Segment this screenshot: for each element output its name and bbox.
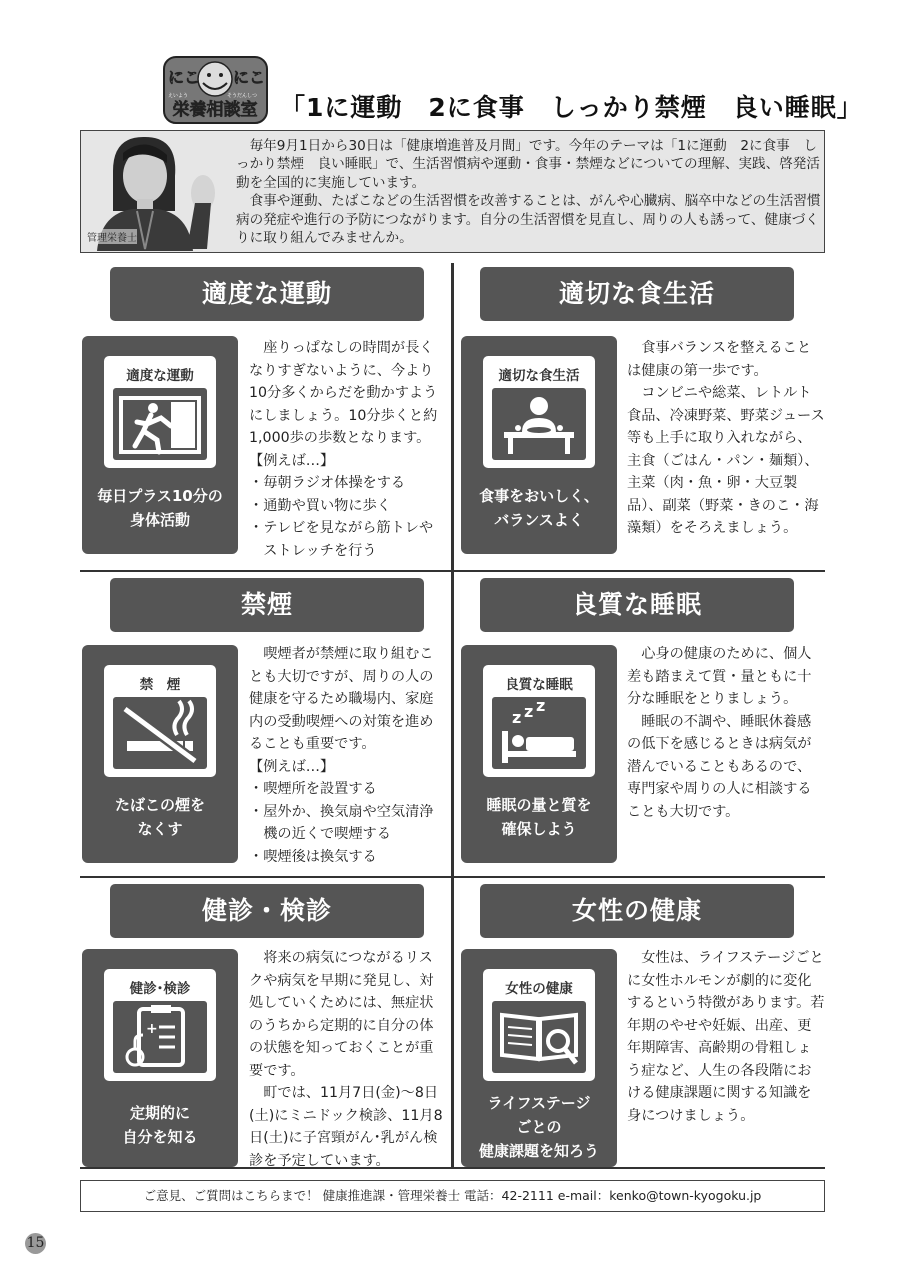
contact-info: ご意見、ご質問はこちらまで！ 健康推進課・管理栄養士 電話：42-2111 e-mail：kenko@town-kyogoku.jp [80,1180,825,1212]
svg-text:そうだんしつ: そうだんしつ [227,93,258,99]
diet-card [461,336,617,554]
svg-text:z: z [524,702,534,721]
svg-text:+: + [146,1021,158,1037]
diet-text: 食事バランスを整えることは健康の第一歩です。 コンビニや総菜、レトルト食品、冷凍野菜、野菜ジュース等も上手に取り入れながら、主食（ごはん・パン・麺類）、主菜（肉・魚・卵・大豆製品）、副菜（野菜・きのこ・海藻類）をそろえましょう。 [627,340,825,536]
logo-bottom-text: 栄養相談室 [172,100,258,120]
svg-text:z: z [536,697,546,715]
section-title-exercise: 適度な運動 [110,267,424,321]
row-divider [80,570,825,572]
card-title: 適度な運動 [126,368,194,384]
page-headline: 「1に運動 2に食事 しっかり禁煙 良い睡眠」 [280,93,863,122]
exercise-text: 座りっぱなしの時間が長くなりすぎないように、今より10分多くからだを動かすようにしましょう。10分歩くと約1,000歩の歩数となります。 【例えば…】 ・毎朝ラジオ体操をする ・通勤や買い物に歩く ・テレビを見ながら筋トレやストレッチを行う [249,340,438,559]
card-title: 禁 煙 [139,677,181,693]
column-divider [451,877,454,1167]
running-person-icon [113,388,207,460]
no-smoking-icon [113,697,207,769]
exercise-card [82,336,238,554]
card-title: 適切な食生活 [498,368,580,384]
svg-text:えいよう: えいよう [168,93,189,99]
row-divider [80,876,825,878]
card-title: 女性の健康 [505,981,573,997]
smoking-card [82,645,238,863]
card-caption: 定期的に 自分を知る [122,1104,198,1146]
section-title-smoking: 禁煙 [110,578,424,632]
intro-box [80,130,825,253]
logo-left-text: にこ [168,68,201,87]
sleep-card [461,645,617,863]
women-text: 女性は、ライフステージごとに女性ホルモンが劇的に変化するという特徴があります。若年期のやせや妊娠、出産、更年期障害、高齢期の骨粗しょう症など、人生の各段階における健康課題に関する知識を身につけましょう。 [627,950,825,1124]
column-divider [451,571,454,877]
intro-paragraph: 食事や運動、たばこなどの生活習慣を改善することは、がんや心臓病、脳卒中などの生活習慣病の発症や進行の予防につながります。自分の生活習慣を見直し、周りの人も誘って、健康づくりに取り組んでみませんか。 [236,193,821,247]
section-title-checkup: 健診・検診 [110,884,424,938]
smoking-text: 喫煙者が禁煙に取り組むことも大切ですが、周りの人の健康を守るため職場内、家庭内の受動喫煙への対策を進めることも重要です。 【例えば…】 ・喫煙所を設置する ・屋外か、換気扇や空気清浄機の近くで喫煙する ・喫煙後は換気する [249,646,434,865]
page-number: 15 [25,1233,46,1254]
card-caption: ライフステージ ごとの 健康課題を知ろう [478,1094,599,1160]
book-magnifier-icon [492,1001,586,1073]
column-divider [451,263,454,571]
logo-right-text: にこ [233,68,266,87]
nutrition-consultation-logo [163,55,268,125]
dining-person-icon [492,388,586,460]
intro-text [236,137,821,247]
card-title: 良質な睡眠 [505,677,573,693]
section-title-women: 女性の健康 [480,884,794,938]
card-caption: 食事をおいしく、 バランスよく [479,487,599,529]
checkup-card [82,949,238,1167]
svg-text:z: z [512,708,522,727]
section-title-diet: 適切な食生活 [480,267,794,321]
card-caption: 毎日プラス10分の 身体活動 [97,487,223,529]
clipboard-stethoscope-icon [113,1001,207,1073]
photo-caption: 管理栄養士 [87,229,137,244]
card-caption: 睡眠の量と質を 確保しよう [486,796,592,838]
sleeping-person-icon [492,697,586,769]
women-card [461,949,617,1167]
sleep-text: 心身の健康のために、個人差も踏まえて質・量ともに十分な睡眠をとりましょう。 睡眠の不調や、睡眠休養感の低下を感じるときは病気が潜んでいることもあるので、専門家や周りの人に相談することも大切です。 [627,646,812,820]
card-title: 健診･検診 [129,981,191,997]
row-divider [80,1167,825,1169]
checkup-text: 将来の病気につながるリスクや病気を早期に発見し、対処していくためには、無症状のうちから定期的に自分の体の状態を知っておくことが重要です。 町では、11月7日(金)～8日(土)にミニドック検診、11月8日(土)に子宮頸がん･乳がん検診を予定しています。 [249,950,443,1169]
section-title-sleep: 良質な睡眠 [480,578,794,632]
intro-paragraph: 毎年9月1日から30日は「健康増進普及月間」です。今年のテーマは「1に運動 2に食事 しっかり禁煙 良い睡眠」で、生活習慣病や運動・食事・禁煙などについての理解、実践、啓発活動を全国的に実施しています。 [236,138,820,191]
card-caption: たばこの煙を なくす [114,796,205,838]
nutritionist-photo [83,131,223,251]
